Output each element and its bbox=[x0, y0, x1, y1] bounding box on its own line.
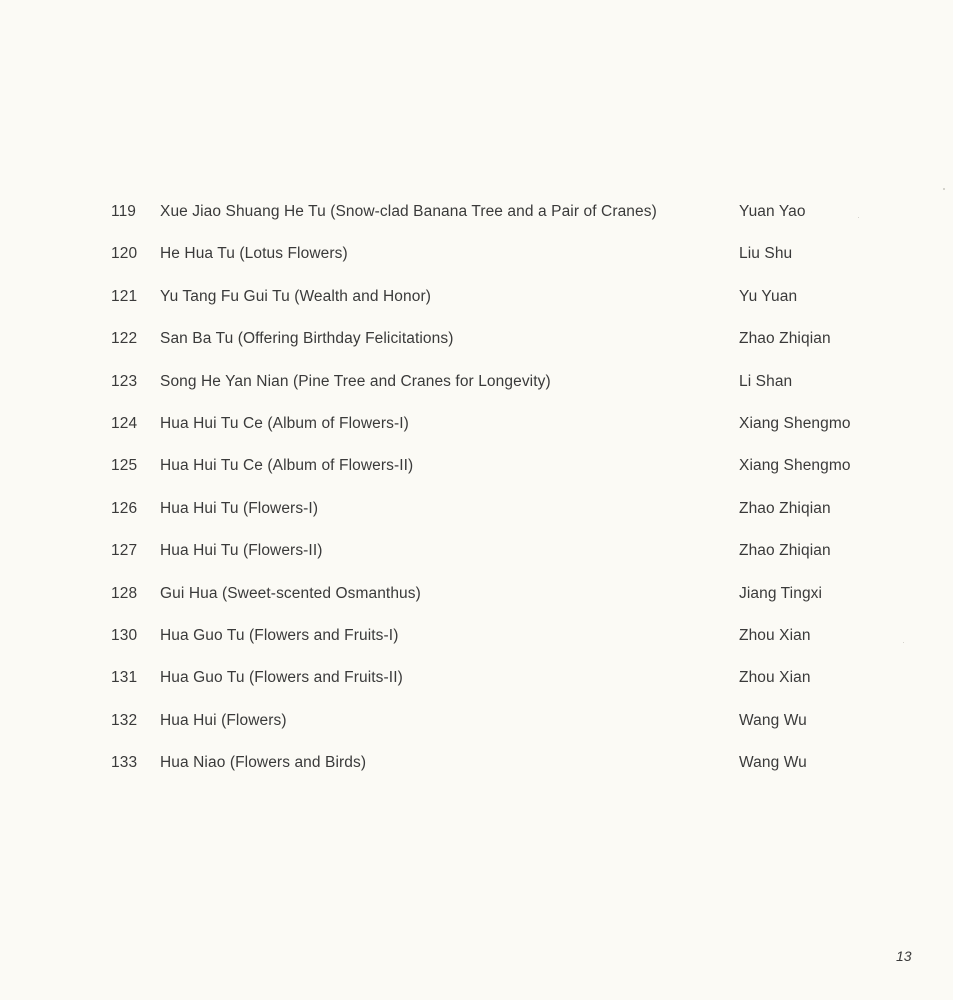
plate-title: He Hua Tu (Lotus Flowers) bbox=[160, 245, 348, 263]
plate-number: 122 bbox=[111, 330, 138, 348]
plate-artist: Zhou Xian bbox=[739, 626, 811, 644]
plate-number: 133 bbox=[111, 754, 138, 772]
plate-artist: Li Shan bbox=[739, 372, 793, 390]
list-item bbox=[0, 451, 953, 493]
list-item bbox=[0, 579, 953, 621]
list-item bbox=[0, 748, 953, 790]
list-item bbox=[0, 197, 953, 239]
list-item bbox=[0, 324, 953, 366]
plate-artist: Wang Wu bbox=[739, 754, 807, 772]
plate-number: 132 bbox=[111, 711, 138, 729]
list-item bbox=[0, 663, 953, 705]
plate-title: Yu Tang Fu Gui Tu (Wealth and Honor) bbox=[160, 287, 431, 305]
plate-number: 127 bbox=[111, 542, 138, 560]
plate-number: 119 bbox=[111, 203, 137, 220]
plate-artist: Wang Wu bbox=[739, 711, 807, 729]
plate-number: 125 bbox=[111, 457, 138, 475]
list-item bbox=[0, 282, 953, 324]
plate-title: Hua Niao (Flowers and Birds) bbox=[160, 754, 367, 772]
page-number: 13 bbox=[896, 948, 912, 964]
plate-title: Hua Hui Tu Ce (Album of Flowers-II) bbox=[160, 457, 414, 475]
plate-artist: Xiang Shengmo bbox=[739, 457, 851, 475]
list-item bbox=[0, 494, 953, 536]
plate-artist: Yuan Yao bbox=[739, 203, 806, 220]
plate-title: Hua Hui Tu (Flowers-I) bbox=[160, 499, 319, 517]
plate-title: Hua Guo Tu (Flowers and Fruits-I) bbox=[160, 626, 399, 644]
plate-artist: Zhou Xian bbox=[739, 669, 811, 687]
plate-number: 121 bbox=[111, 287, 138, 305]
paper-speck bbox=[943, 188, 945, 190]
plate-artist: Jiang Tingxi bbox=[739, 584, 823, 602]
plate-number: 126 bbox=[111, 499, 138, 517]
plate-artist: Xiang Shengmo bbox=[739, 414, 851, 432]
list-item bbox=[0, 409, 953, 451]
plate-artist: Zhao Zhiqian bbox=[739, 499, 831, 517]
plate-number: 124 bbox=[111, 414, 138, 432]
plate-title: Hua Hui Tu (Flowers-II) bbox=[160, 542, 323, 560]
plate-title: Song He Yan Nian (Pine Tree and Cranes for Longevity) bbox=[160, 372, 551, 390]
list-item bbox=[0, 706, 953, 748]
plate-number: 130 bbox=[111, 626, 138, 644]
paper-speck bbox=[858, 217, 859, 218]
plate-title: Hua Hui Tu Ce (Album of Flowers-I) bbox=[160, 414, 409, 432]
list-item bbox=[0, 367, 953, 409]
plate-title: Hua Guo Tu (Flowers and Fruits-II) bbox=[160, 669, 403, 687]
paper-speck bbox=[903, 642, 904, 643]
plate-index-list bbox=[0, 197, 953, 790]
plate-title: San Ba Tu (Offering Birthday Felicitations) bbox=[160, 330, 454, 348]
plate-artist: Zhao Zhiqian bbox=[739, 330, 831, 348]
plate-number: 120 bbox=[111, 245, 138, 263]
list-item bbox=[0, 239, 953, 281]
plate-number: 131 bbox=[111, 669, 138, 687]
list-item bbox=[0, 536, 953, 578]
plate-number: 128 bbox=[111, 584, 138, 602]
plate-title: Hua Hui (Flowers) bbox=[160, 711, 287, 729]
plate-artist: Zhao Zhiqian bbox=[739, 542, 831, 560]
plate-artist: Liu Shu bbox=[739, 245, 793, 263]
plate-number: 123 bbox=[111, 372, 138, 390]
plate-title: Xue Jiao Shuang He Tu (Snow-clad Banana Tree and a Pair of Cranes) bbox=[160, 203, 657, 220]
list-item bbox=[0, 621, 953, 663]
plate-title: Gui Hua (Sweet-scented Osmanthus) bbox=[160, 584, 421, 602]
plate-artist: Yu Yuan bbox=[739, 287, 798, 305]
